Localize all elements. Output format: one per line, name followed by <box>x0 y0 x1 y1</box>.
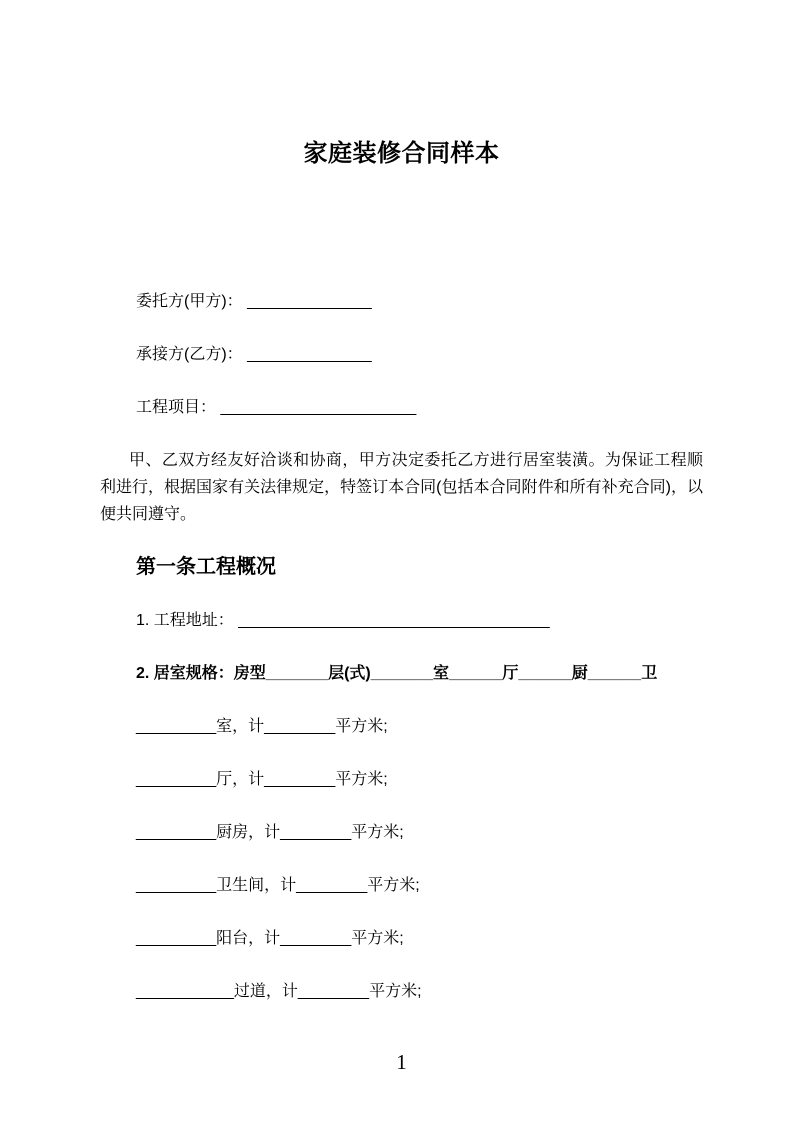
project-name-line: 工程项目： ______________________ <box>136 399 417 416</box>
section-1-heading: 第一条工程概况 <box>136 556 276 578</box>
room-line-corridor: ___________过道，计________平方米; <box>136 983 422 1000</box>
party-b-line: 承接方(乙方)： ______________ <box>136 346 372 363</box>
room-line-shi: _________室，计________平方米; <box>136 718 388 735</box>
document-title: 家庭装修合同样本 <box>303 140 500 167</box>
room-line-bathroom: _________卫生间，计________平方米; <box>136 877 420 894</box>
room-line-kitchen: _________厨房，计________平方米; <box>136 824 404 841</box>
page-number: 1 <box>396 1050 407 1074</box>
party-a-line: 委托方(甲方)： ______________ <box>136 293 372 310</box>
clause-room-specs: 2. 居室规格：房型_______层(式)_______室______厅______厨______卫 <box>136 665 658 682</box>
room-line-balcony: _________阳台，计________平方米; <box>136 930 404 947</box>
intro-paragraph: 甲、乙双方经友好洽谈和协商，甲方决定委托乙方进行居室装潢。为保证工程顺利进行，根据国家有关法律规定，特签订本合同(包括本合同附件和所有补充合同)，以便共同遵守。 <box>100 452 703 523</box>
room-line-ting: _________厅，计________平方米; <box>136 771 388 788</box>
clause-project-address: 1. 工程地址： ___________________________________ <box>136 612 550 629</box>
